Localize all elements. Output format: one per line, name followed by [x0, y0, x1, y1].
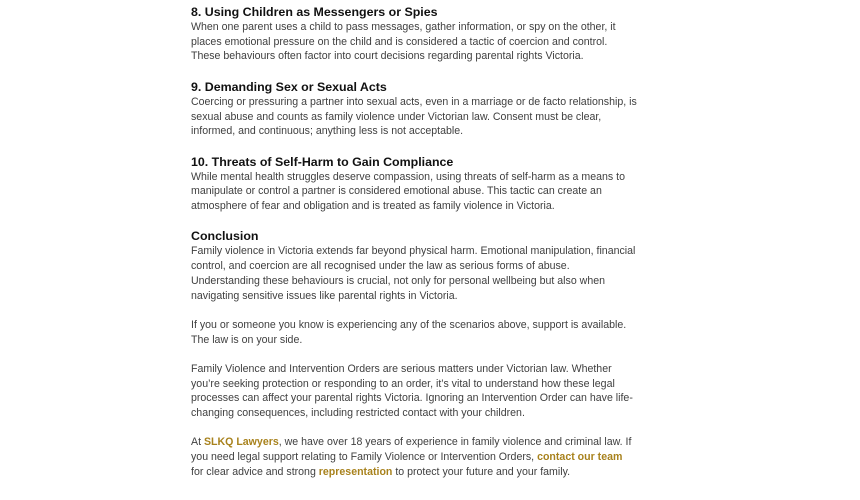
- section-threats-self-harm: [191, 154, 637, 214]
- section-heading: 10. Threats of Self-Harm to Gain Compliance: [191, 154, 454, 169]
- section-children-messengers: [191, 4, 637, 64]
- section-heading: 8. Using Children as Messengers or Spies: [191, 5, 438, 19]
- support-paragraph: If you or someone you know is experiencing any of the scenarios above, support is available. The law is on your side.: [191, 318, 627, 346]
- section-body: Coercing or pressuring a partner into sexual acts, even in a marriage or de facto relationship, is sexual abuse and counts as family violence under Victorian law. Consent must be clear, informed, and continuous; anything less is not acceptable.: [191, 95, 637, 138]
- section-heading: Conclusion: [191, 229, 259, 244]
- section-conclusion: [191, 228, 637, 303]
- section-demanding-sex: [191, 79, 637, 139]
- section-body: While mental health struggles deserve compassion, using threats of self-harm as a means to manipulate or control a partner is considered emotional abuse. This tactic can create an atmosphere of fear and obligation and is treated as family violence in Victoria.: [191, 170, 625, 212]
- slkq-lawyers-link[interactable]: SLKQ Lawyers: [203, 436, 279, 449]
- intervention-orders-paragraph: Family Violence and Intervention Orders are serious matters under Victorian law. Whether you’re seeking protection or responding to an order, it’s vital to understand how these legal processes can affect your parental rights Victoria. Ignoring an Intervention Order can have life-changing consequences, including restricted contact with your children.: [191, 362, 633, 420]
- contact-our-team-link[interactable]: contact our team: [537, 451, 623, 464]
- closing-paragraph: [191, 435, 637, 479]
- closing-text: for clear advice and strong: [191, 465, 319, 478]
- representation-link[interactable]: representation: [318, 465, 393, 478]
- section-body: When one parent uses a child to pass messages, gather information, or spy on the other, it places emotional pressure on the child and is considered a tactic of coercion and control. These behaviours often factor into court decisions regarding parental rights Victoria.: [191, 21, 616, 63]
- closing-text: to protect your future and your family.: [392, 465, 571, 478]
- article-body: [191, 4, 637, 480]
- section-heading: 9. Demanding Sex or Sexual Acts: [191, 79, 387, 94]
- closing-text: At: [191, 436, 204, 449]
- closing-text: , we have over 18 years of experience in family violence and criminal law. If you need legal support relating to Family Violence or Intervention Orders,: [191, 436, 632, 464]
- section-body: Family violence in Victoria extends far beyond physical harm. Emotional manipulation, financial control, and coercion are all recognised under the law as serious forms of abuse. Understanding these behaviours is crucial, not only for personal wellbeing but also when navigating sensitive issues like parental rights in Victoria.: [191, 245, 636, 302]
